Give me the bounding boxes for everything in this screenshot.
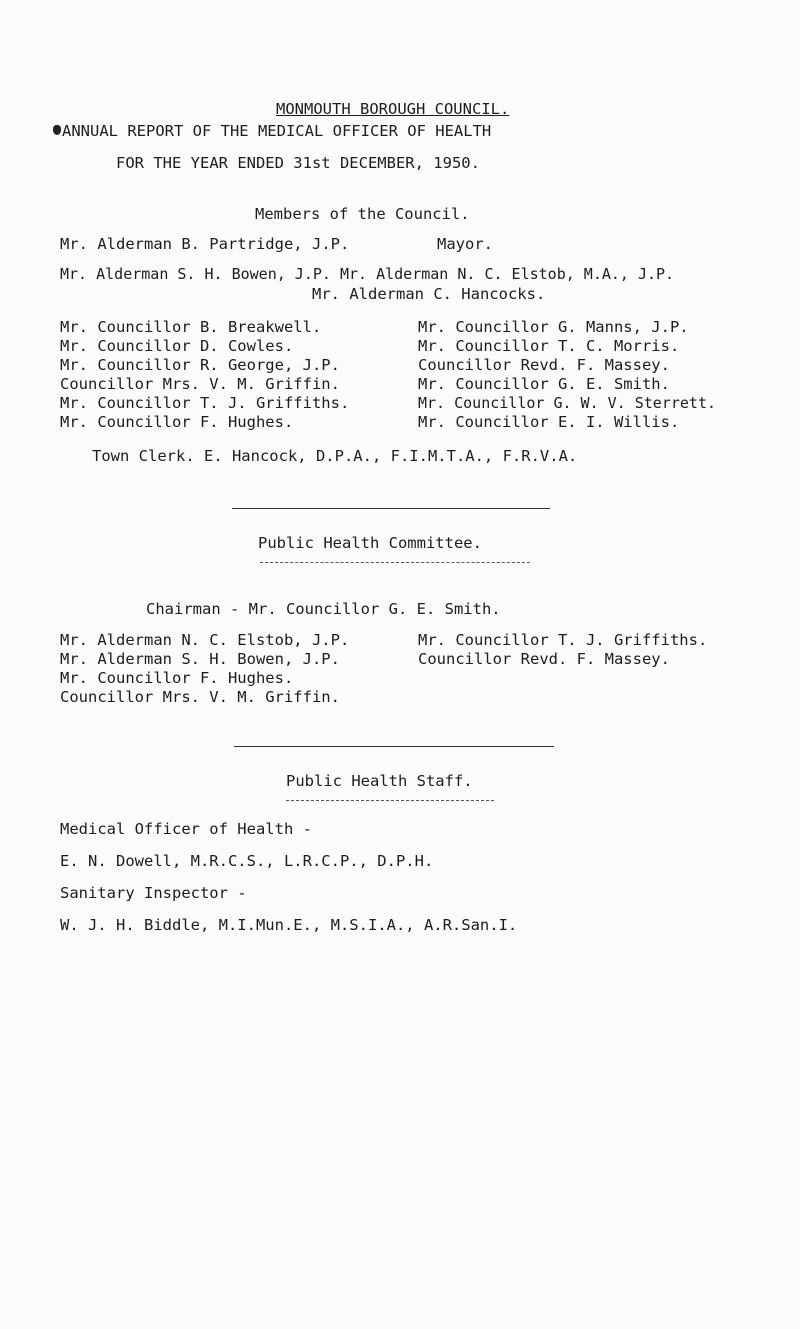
member-left-5: Mr. Councillor T. J. Griffiths. (60, 394, 350, 412)
report-title-line2: FOR THE YEAR ENDED 31st DECEMBER, 1950. (116, 154, 480, 172)
aldermen-line: Mr. Alderman S. H. Bowen, J.P. Mr. Alderman N. C. Elstob, M.A., J.P. (60, 265, 675, 283)
report-title-line1: ANNUAL REPORT OF THE MEDICAL OFFICER OF HEALTH (62, 122, 492, 140)
committee-left-1: Mr. Alderman N. C. Elstob, J.P. (60, 631, 350, 649)
member-right-5: Mr. Councillor G. W. V. Sterrett. (418, 394, 717, 412)
aldermen-line-2: Mr. Alderman C. Hancocks. (312, 285, 546, 303)
town-clerk: Town Clerk. E. Hancock, D.P.A., F.I.M.T.A., F.R.V.A. (92, 447, 578, 465)
members-heading: Members of the Council. (255, 205, 470, 223)
committee-left-2: Mr. Alderman S. H. Bowen, J.P. (60, 650, 340, 668)
committee-left-3: Mr. Councillor F. Hughes. (60, 669, 294, 687)
member-right-4: Mr. Councillor G. E. Smith. (418, 375, 670, 393)
divider (234, 746, 554, 747)
committee-right-1: Mr. Councillor T. J. Griffiths. (418, 631, 708, 649)
divider (232, 508, 550, 509)
member-right-6: Mr. Councillor E. I. Willis. (418, 413, 680, 431)
committee-left-4: Councillor Mrs. V. M. Griffin. (60, 688, 340, 706)
sanitary-inspector-title: Sanitary Inspector - (60, 884, 247, 902)
moh-name: E. N. Dowell, M.R.C.S., L.R.C.P., D.P.H. (60, 852, 434, 870)
divider (286, 800, 494, 801)
council-title: MONMOUTH BOROUGH COUNCIL. (276, 100, 510, 118)
divider (260, 562, 530, 563)
member-right-1: Mr. Councillor G. Manns, J.P. (418, 318, 689, 336)
member-left-2: Mr. Councillor D. Cowles. (60, 337, 294, 355)
member-right-2: Mr. Councillor T. C. Morris. (418, 337, 680, 355)
mayor-name: Mr. Alderman B. Partridge, J.P. (60, 235, 350, 253)
member-right-3: Councillor Revd. F. Massey. (418, 356, 670, 374)
mayor-title: Mayor. (437, 235, 493, 253)
committee-heading: Public Health Committee. (258, 534, 482, 552)
sanitary-inspector-name: W. J. H. Biddle, M.I.Mun.E., M.S.I.A., A.R.San.I. (60, 916, 518, 934)
member-left-3: Mr. Councillor R. George, J.P. (60, 356, 340, 374)
moh-title: Medical Officer of Health - (60, 820, 312, 838)
member-left-1: Mr. Councillor B. Breakwell. (60, 318, 322, 336)
bullet-mark (53, 125, 61, 135)
committee-right-2: Councillor Revd. F. Massey. (418, 650, 670, 668)
committee-chairman: Chairman - Mr. Councillor G. E. Smith. (146, 600, 501, 618)
member-left-4: Councillor Mrs. V. M. Griffin. (60, 375, 340, 393)
member-left-6: Mr. Councillor F. Hughes. (60, 413, 294, 431)
staff-heading: Public Health Staff. (286, 772, 473, 790)
